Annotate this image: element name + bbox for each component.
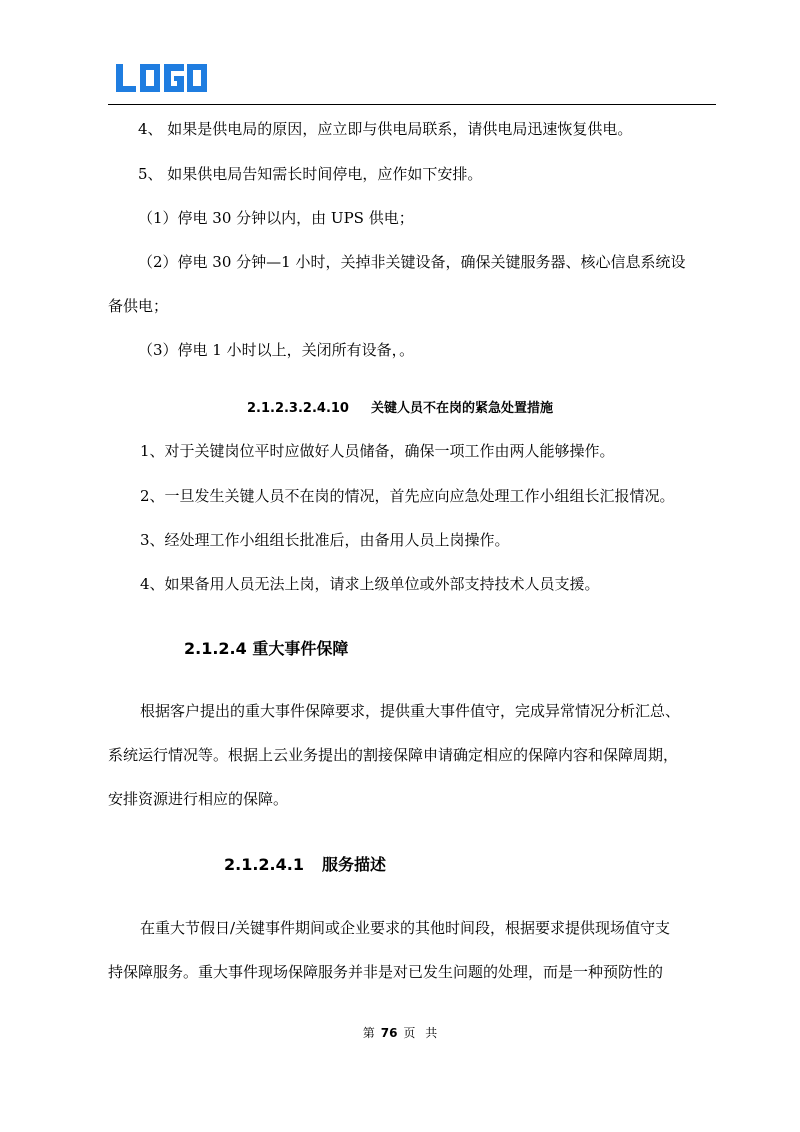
subheading-title: 服务描述 — [321, 855, 386, 874]
subheading — [224, 852, 386, 875]
footer-prefix: 第 — [362, 1026, 375, 1040]
paragraph-line: 安排资源进行相应的保障。 — [108, 790, 289, 808]
list-item: 5、 如果供电局告知需长时间停电，应作如下安排。 — [138, 165, 483, 183]
list-item: 1、对于关键岗位平时应做好人员储备，确保一项工作由两人能够操作。 — [140, 442, 615, 460]
footer-suffix-1: 页 — [403, 1026, 416, 1040]
list-item: 4、 如果是供电局的原因，应立即与供电局联系，请供电局迅速恢复供电。 — [138, 120, 633, 138]
list-item-continuation: 备供电； — [108, 297, 169, 315]
list-item: 3、经处理工作小组组长批准后，由备用人员上岗操作。 — [140, 531, 510, 549]
footer-suffix-2: 共 — [425, 1026, 438, 1040]
paragraph-line: 持保障服务。重大事件现场保障服务并非是对已发生问题的处理，而是一种预防性的 — [108, 963, 664, 981]
list-item: 2、一旦发生关键人员不在岗的情况，首先应向应急处理工作小组组长汇报情况。 — [140, 487, 675, 505]
list-item: （3）停电 1 小时以上，关闭所有设备，。 — [138, 341, 415, 359]
logo — [114, 62, 208, 94]
section-heading — [0, 397, 800, 416]
heading: 2.1.2.4 重大事件保障 — [184, 639, 349, 658]
subheading-number: 2.1.2.4.1 — [224, 855, 304, 874]
header-rule — [108, 104, 716, 105]
section-title: 关键人员不在岗的紧急处置措施 — [370, 401, 553, 416]
page-number: 76 — [380, 1026, 398, 1040]
paragraph-line: 系统运行情况等。根据上云业务提出的割接保障申请确定相应的保障内容和保障周期， — [108, 746, 679, 764]
page-footer — [0, 1024, 800, 1041]
paragraph-line: 根据客户提出的重大事件保障要求，提供重大事件值守，完成异常情况分析汇总、 — [140, 702, 681, 720]
paragraph-line: 在重大节假日/关键事件期间或企业要求的其他时间段，根据要求提供现场值守支 — [140, 919, 671, 937]
list-item: （2）停电 30 分钟—1 小时，关掉非关键设备，确保关键服务器、核心信息系统设 — [138, 253, 686, 271]
list-item: 4、如果备用人员无法上岗，请求上级单位或外部支持技术人员支援。 — [140, 575, 600, 593]
list-item: （1）停电 30 分钟以内，由 UPS 供电； — [138, 209, 414, 227]
section-number: 2.1.2.3.2.4.10 — [246, 401, 349, 416]
